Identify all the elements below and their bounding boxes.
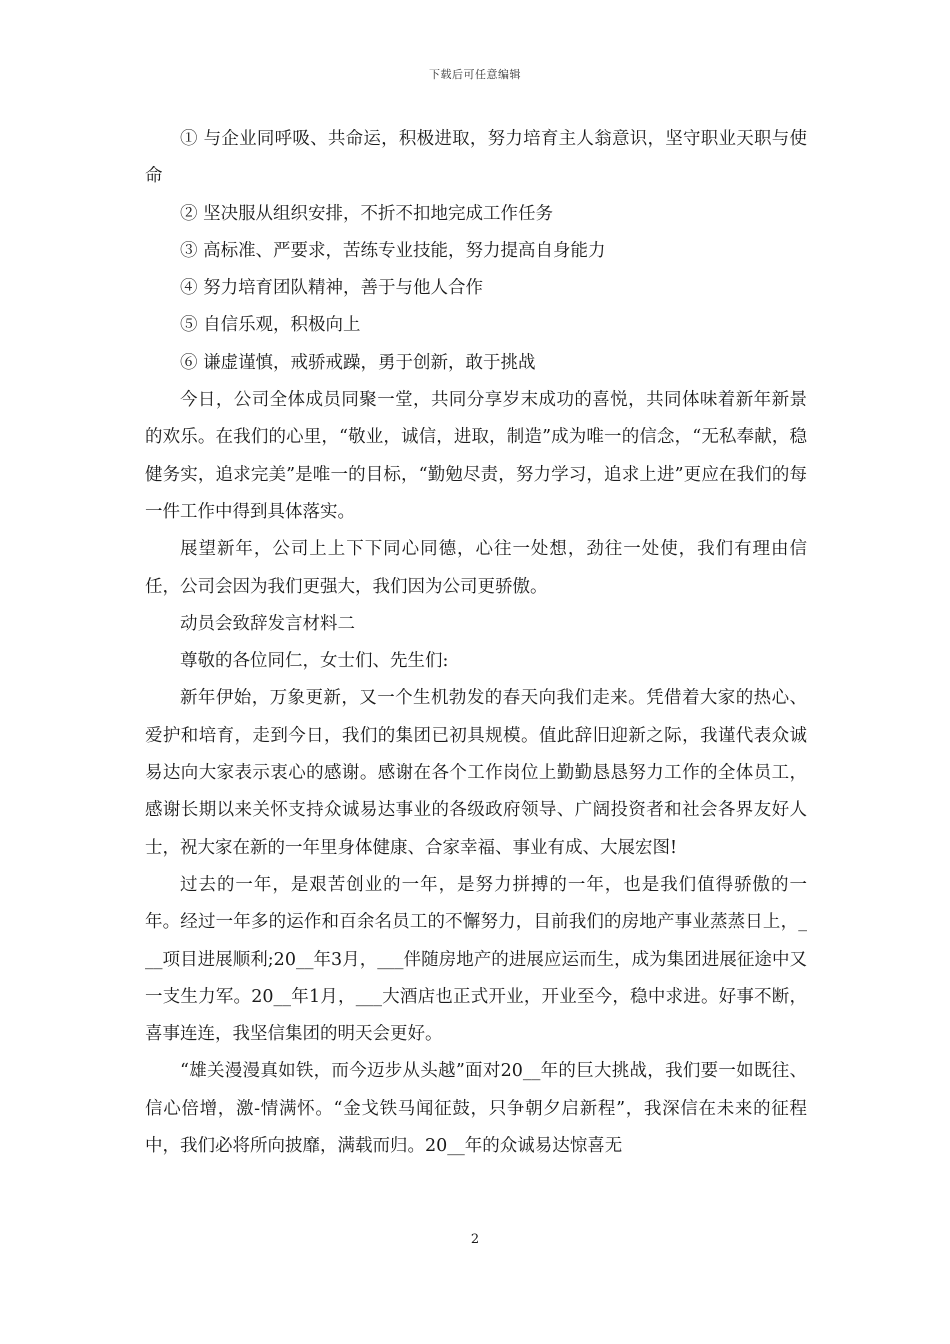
body-paragraph: 展望新年，公司上上下下同心同德，心往一处想，劲往一处使，我们有理由信任，公司会因为我们更强大，我们因为公司更骄傲。 (145, 539, 807, 597)
salutation: 尊敬的各位同仁，女士们、先生们: (180, 651, 449, 672)
section-title: 动员会致辞发言材料二 (180, 613, 355, 634)
list-item-6: ⑥ 谦虚谨慎，戒骄戒躁，勇于创新，敢于挑战 (180, 352, 536, 373)
body-paragraph: “雄关漫漫真如铁，而今迈步从头越”面对20__年的巨大挑战，我们要一如既往、信心倍增，激-情满怀。“金戈铁马闻征鼓，只争朝夕启新程”，我深信在未来的征程中，我们必将所向披靡，满载而归。20__年的众诚易达惊喜无 (145, 1061, 807, 1157)
page-header: 下载后可任意编辑 (429, 68, 521, 81)
document-body (145, 121, 807, 1165)
body-paragraph: 新年伊始，万象更新，又一个生机勃发的春天向我们走来。凭借着大家的热心、爱护和培育，走到今日，我们的集团已初具规模。值此辞旧迎新之际，我谨代表众诚易达向大家表示衷心的感谢。感谢在各个工作岗位上勤勤恳恳努力工作的全体员工，感谢长期以来关怀支持众诚易达事业的各级政府领导、广阔投资者和社会各界友好人士，祝大家在新的一年里身体健康、合家幸福、事业有成、大展宏图! (145, 688, 807, 858)
list-item-5: ⑤ 自信乐观，积极向上 (180, 315, 361, 336)
list-item-4: ④ 努力培育团队精神，善于与他人合作 (180, 278, 484, 299)
list-item-3: ③ 高标准、严要求，苦练专业技能，努力提高自身能力 (180, 240, 606, 261)
page-number: 2 (470, 1232, 480, 1247)
body-paragraph: 今日，公司全体成员同聚一堂，共同分享岁末成功的喜悦，共同体味着新年新景的欢乐。在我们的心里，“敬业，诚信，进取，制造”成为唯一的信念，“无私奉献，稳健务实，追求完美”是唯一的目标，“勤勉尽责，努力学习，追求上进”更应在我们的每一件工作中得到具体落实。 (145, 390, 807, 522)
list-item-2: ② 坚决服从组织安排，不折不扣地完成工作任务 (180, 203, 554, 224)
list-item-1: ① 与企业同呼吸、共命运，积极进取，努力培育主人翁意识，坚守职业天职与使命 (145, 129, 807, 187)
body-paragraph: 过去的一年，是艰苦创业的一年，是努力拼搏的一年，也是我们值得骄傲的一年。经过一年多的运作和百余名员工的不懈努力，目前我们的房地产事业蒸蒸日上，___项目进展顺利;20__年3月，___伴随房地产的进展应运而生，成为集团进展征途中又一支生力军。20__年1月，___大酒店也正式开业，开业至今，稳中求进。好事不断，喜事连连，我坚信集团的明天会更好。 (145, 874, 807, 1045)
